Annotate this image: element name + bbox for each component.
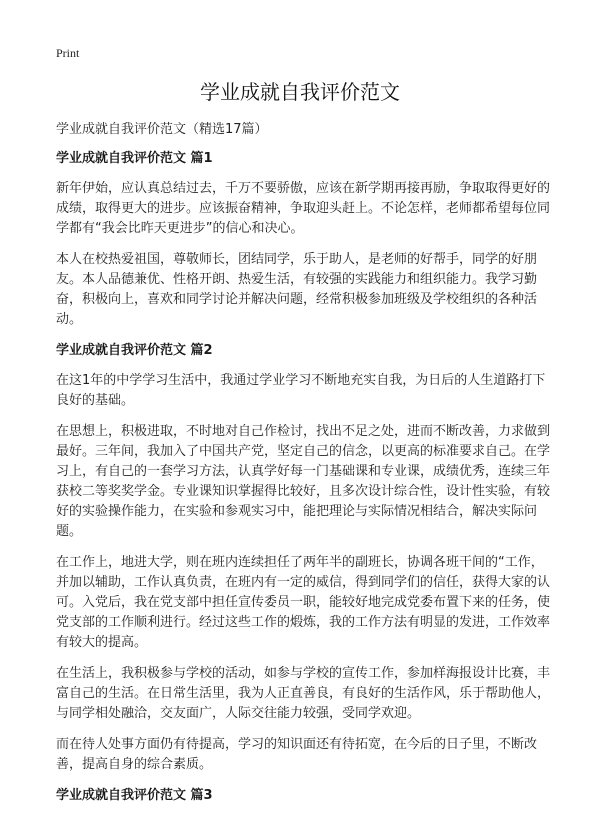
- paragraph: 在生活上，我积极参与学校的活动，如参与学校的宣传工作，参加样海报设计比赛，丰富自己的生活。在日常生活里，我为人正直善良，有良好的生活作风，乐于帮助他人，与同学相处融洽，交友面广，人际交往能力较强，受同学欢迎。: [56, 666, 551, 721]
- section-heading: 学业成就自我评价范文 篇1: [56, 151, 213, 166]
- article-body: [56, 150, 550, 817]
- paragraph: 在思想上，积极进取，不时地对自己作检讨，找出不足之处，进而不断改善，力求做到最好。三年间，我加入了中国共产党，坚定自己的信念，以更高的标准要求自己。在学习上，有自己的一套学习方法，认真学好每一门基础课和专业课，成绩优秀，连续三年获校二等奖奖学金。专业课知识掌握得比较好，且多次设计综合性，设计性实验，有较好的实验操作能力，在实验和参观实习中，能把理论与实际情况相结合，解决实际问题。: [56, 424, 551, 539]
- page-title: 学业成就自我评价范文: [200, 80, 400, 104]
- paragraph: 在工作上，地进大学，则在班内连续担任了两年半的副班长，协调各班干间的“工作，并加以辅助，工作认真负责，在班内有一定的威信，得到同学们的信任，获得大家的认可。入党后，我在党支部中担任宣传委员一职，能较好地完成党委布置下来的任务，使党支部的工作顺利进行。经过这些工作的煅炼，我的工作方法有明显的发进，工作效率有较大的提高。: [56, 555, 551, 650]
- section-3: [56, 787, 550, 805]
- document-subtitle: 学业成就自我评价范文（精选17篇）: [56, 122, 268, 137]
- paragraph: 本人在校热爱祖国，尊敬师长，团结同学，乐于助人，是老师的好帮手，同学的好朋友。本人品德兼优、性格开朗、热爱生活，有较强的实践能力和组织能力。我学习勤奋，积极向上，喜欢和同学讨论并解决问题，经常积极参加班级及学校组织的各种活动。: [56, 252, 538, 327]
- section-heading: 学业成就自我评价范文 篇2: [56, 343, 213, 358]
- paragraph: 新年伊始，应认真总结过去，千万不要骄傲，应该在新学期再接再励，争取取得更好的成绩，取得更大的进步。应该振奋精神，争取迎头赶上。不论怎样，老师都希望每位同学都有“我会比昨天更进步”的信心和决心。: [56, 181, 551, 236]
- section-heading: 学业成就自我评价范文 篇3: [56, 788, 213, 803]
- section-1: [56, 150, 550, 330]
- print-link[interactable]: Print: [56, 46, 80, 60]
- paragraph: 而在待人处事方面仍有待提高，学习的知识面还有待拓宽，在今后的日子里，不断改善，提高自身的综合素质。: [56, 737, 538, 772]
- section-2: [56, 342, 550, 775]
- paragraph: 在这1年的中学学习生活中，我通过学业学习不断地充实自我，为日后的人生道路打下良好的基础。: [56, 373, 546, 408]
